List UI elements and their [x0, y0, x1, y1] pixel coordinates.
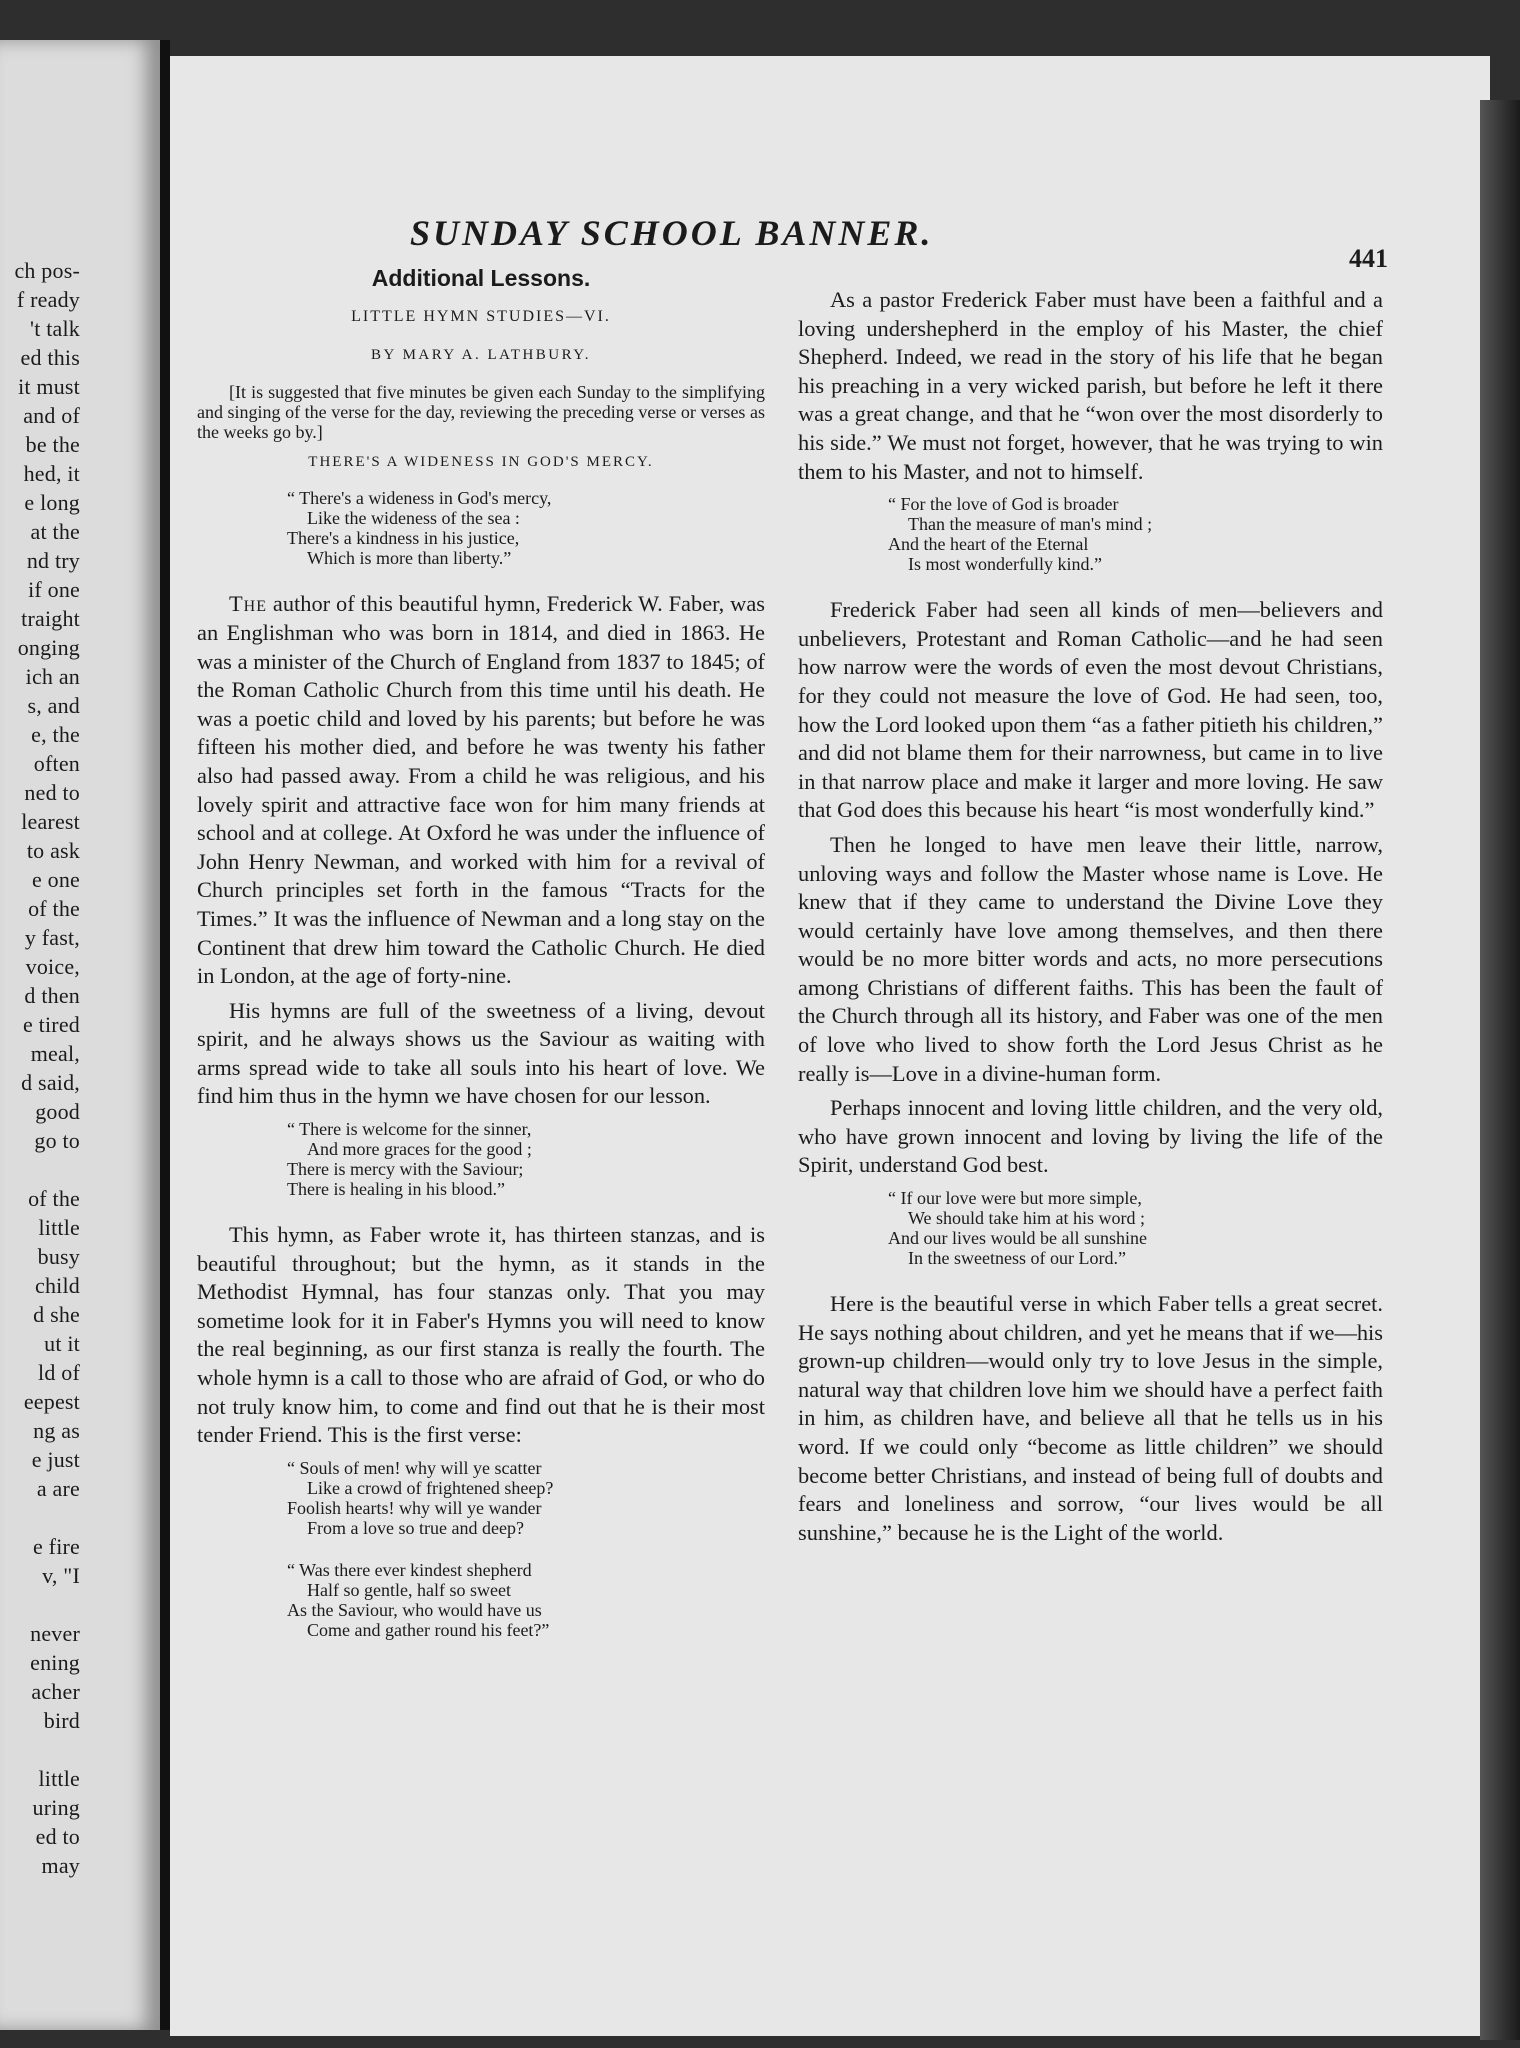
section-heading: Additional Lessons.: [371, 265, 591, 291]
left-page-fragment-line: ening: [30, 1650, 80, 1675]
editorial-note: [It is suggested that five minutes be given each Sunday to the simplifying and singing of the verse for the day, reviewing the preceding verse or verses as the weeks go by.]: [197, 381, 765, 442]
paragraph: His hymns are full of the sweetness of a living, devout spirit, and he always shows us the Saviour as waiting with arms spread wide to take all souls into his heart of love. We find him thus in the hymn we have chosen for our lesson.: [197, 997, 765, 1109]
left-page-fragment-line: and of: [23, 403, 80, 428]
verse-line: “ There is welcome for the sinner,: [287, 1119, 532, 1140]
left-page-fragment-line: little: [38, 1215, 80, 1240]
paragraph: Then he longed to have men leave their little, narrow, unloving ways and follow the Master whose name is Love. He knew that if they came to understand the Divine Love they would certainly have love among themselves, and then there would be no more bitter words and acts, no more persecutions among Christians of different faiths. This has been the fault of the Church through all its history, and Faber was one of the men of love who lived to show forth the Lord Jesus Christ as he really is—Love in a divine-human form.: [798, 831, 1383, 1086]
left-page-fragment-line: ut it: [44, 1331, 80, 1356]
left-page-fragment-line: e just: [31, 1447, 80, 1472]
left-page-fragment-line: a are: [36, 1476, 80, 1501]
left-column: [197, 264, 765, 1662]
left-page-fragment-line: to ask: [26, 838, 80, 863]
left-page-fragment-line: [0, 1155, 80, 1184]
left-page-fragment-line: e tired: [23, 1012, 80, 1037]
left-page-fragment-line: bird: [43, 1708, 80, 1733]
verse-line: Which is more than liberty.”: [307, 548, 512, 569]
verse-block: [287, 1119, 765, 1199]
book-gutter: [160, 40, 170, 2030]
left-page-fragment-line: e fire: [33, 1534, 80, 1559]
left-page-fragment-line: 't talk: [30, 316, 80, 341]
verse-line: As the Saviour, who would have us: [287, 1599, 542, 1620]
left-page-fragment-line: busy: [37, 1244, 80, 1269]
left-page-fragment-line: traight: [21, 606, 80, 631]
left-page-fragment-line: uring: [32, 1795, 80, 1820]
verse-line: Come and gather round his feet?”: [307, 1619, 550, 1640]
verse-line: There is mercy with the Saviour;: [287, 1159, 524, 1180]
left-page-fragment-line: ld of: [38, 1360, 80, 1385]
verse-line: “ There's a wideness in God's mercy,: [287, 488, 552, 509]
verse-line: “ Souls of men! why will ye scatter: [287, 1457, 542, 1478]
left-page-fragment-line: often: [33, 751, 80, 776]
left-page-fragment-line: child: [35, 1273, 80, 1298]
verse-line: “ If our love were but more simple,: [888, 1188, 1142, 1209]
verse-block: [287, 488, 765, 568]
left-page-fragment-line: it must: [18, 374, 80, 399]
verse-line: Foolish hearts! why will ye wander: [287, 1497, 542, 1518]
left-page-fragment-line: f ready: [16, 287, 80, 312]
left-page-fragment-line: go to: [34, 1128, 80, 1153]
left-page-fragment-line: ned to: [24, 780, 80, 805]
left-page-fragment-line: hed, it: [23, 461, 80, 486]
verse-line: “ For the love of God is broader: [888, 494, 1119, 515]
left-page-fragment-line: [0, 1735, 80, 1764]
left-page-fragment-line: [0, 1590, 80, 1619]
left-page-fragment-line: acher: [31, 1679, 80, 1704]
left-page-fragment-line: may: [41, 1853, 80, 1878]
left-page-fragment-line: d said,: [21, 1070, 80, 1095]
verse-line: In the sweetness of our Lord.”: [908, 1248, 1126, 1269]
paragraph-first-word: The: [229, 591, 268, 617]
left-page-fragment-line: nd try: [26, 548, 80, 573]
page-edge: [1480, 100, 1520, 2040]
verse-line: There is healing in his blood.”: [287, 1179, 505, 1200]
article-subheading: LITTLE HYMN STUDIES—VI.: [351, 307, 611, 325]
left-page-fragment-line: d she: [33, 1302, 80, 1327]
verse-line: Is most wonderfully kind.”: [908, 554, 1102, 575]
left-page-fragment-line: onging: [17, 635, 80, 660]
left-page: [0, 40, 160, 2030]
left-page-fragment-line: if one: [28, 577, 80, 602]
left-page-fragment-line: e, the: [31, 722, 80, 747]
verse-line: There's a kindness in his justice,: [287, 528, 520, 549]
paragraph-text: author of this beautiful hymn, Frederick W. Faber, was an Englishman who was born in 1814, and died in 1863. He was a minister of the Church of England from 1837 to 1845; of the Roman Catholic Church from this time until his death. He was a poetic child and loved by his parents; but before he was fifteen his mother died, and before he was twenty his father also had passed away. From a child he was religious, and his lovely spirit and attractive face won for him many friends at school and at college. At Oxford he was under the influence of John Henry Newman, and worked with him for a revival of Church principles set forth in the famous “Tracts for the Times.” It was the influence of Newman and a long stay on the Continent that drew him toward the Catholic Church. He died in London, at the age of forty-nine.: [197, 591, 765, 989]
left-page-fragment-line: eepest: [23, 1389, 80, 1414]
paragraph: This hymn, as Faber wrote it, has thirteen stanzas, and is beautiful throughout; but the hymn, as it stands in the Methodist Hymnal, has four stanzas only. That you may sometime look for it in Faber's Hymns you will need to know the real beginning, as our first stanza is really the fourth. The whole hymn is a call to those who are afraid of God, or who do not truly know him, to come and find out that he is their most tender Friend. This is the first verse:: [197, 1222, 765, 1448]
left-page-fragment-line: be the: [25, 432, 80, 457]
left-page-fragment-line: at the: [30, 519, 80, 544]
verse-line: And our lives would be all sunshine: [888, 1228, 1147, 1249]
left-page-fragment-line: of the: [28, 896, 80, 921]
left-page-fragment-line: y fast,: [24, 925, 80, 950]
right-column: [798, 286, 1383, 1553]
verse-line: Like the wideness of the sea :: [307, 508, 520, 529]
left-page-fragment-line: v, "I: [42, 1563, 80, 1588]
verse-line: We should take him at his word ;: [908, 1208, 1146, 1229]
paragraph: Here is the beautiful verse in which Faber tells a great secret. He says nothing about children, and yet he means that if we—his grown-up children—would only try to love Jesus in the simple, natural way that children love him we should have a perfect faith in him, as children have, and believe all that he tells us in his word. If we could only “become as little children” we should become better Christians, and instead of being full of doubts and fears and loneliness and sorrow, “our lives would be all sunshine,” because he is the Light of the world.: [798, 1291, 1383, 1545]
verse-block: [888, 1188, 1383, 1268]
verse-line: And the heart of the Eternal: [888, 534, 1089, 555]
left-page-fragment-line: e long: [24, 490, 80, 515]
running-head: SUNDAY SCHOOL BANNER.: [410, 213, 934, 253]
left-page-fragment-line: ng as: [33, 1418, 80, 1443]
left-page-fragment-line: learest: [21, 809, 80, 834]
left-page-fragment-line: ich an: [25, 664, 80, 689]
left-page-fragment-line: meal,: [30, 1041, 80, 1066]
byline: BY MARY A. LATHBURY.: [371, 347, 591, 364]
left-page-fragment-line: little: [38, 1766, 80, 1791]
hymn-title: THERE'S A WIDENESS IN GOD'S MERCY.: [308, 453, 654, 470]
verse-block: [287, 1560, 765, 1640]
verse-line: And more graces for the good ;: [307, 1139, 532, 1160]
verse-line: Half so gentle, half so sweet: [307, 1579, 511, 1600]
left-page-text: [0, 256, 80, 1880]
paragraph: Frederick Faber had seen all kinds of men—believers and unbelievers, Protestant and Roman Catholic—and he had seen how narrow were the words of even the most devout Christians, for they could not measure the love of God. He had seen, too, how the Lord looked upon them “as a father pitieth his children,” and did not blame them for their narrowness, but came in to live in that narrow place and make it larger and more loving. He saw that God does this because his heart “is most wonderfully kind.”: [798, 597, 1383, 823]
left-page-fragment-line: ch pos-: [14, 258, 80, 283]
left-page-fragment-line: s, and: [27, 693, 80, 718]
verse-line: Than the measure of man's mind ;: [908, 514, 1153, 535]
verse-block: [287, 1458, 765, 1538]
left-page-fragment-line: good: [35, 1099, 80, 1124]
paragraph: As a pastor Frederick Faber must have been a faithful and a loving undershepherd in the employ of his Master, the chief Shepherd. Indeed, we read in the story of his life that he began his preaching in a very wicked parish, but before he left it there was a great change, and that he “won over the most disorderly to his side.” We must not forget, however, that he was trying to win them to his Master, and not to himself.: [798, 287, 1383, 484]
page-number: 441: [1349, 244, 1388, 273]
verse-line: Like a crowd of frightened sheep?: [307, 1477, 554, 1498]
left-page-fragment-line: d then: [24, 983, 80, 1008]
left-page-fragment-line: ed this: [20, 345, 80, 370]
paragraph: [197, 590, 765, 990]
paragraph: Perhaps innocent and loving little children, and the very old, who have grown innocent and loving by living the life of the Spirit, understand God best.: [798, 1095, 1383, 1178]
verse-line: From a love so true and deep?: [307, 1517, 524, 1538]
left-page-fragment-line: ed to: [35, 1824, 80, 1849]
left-page-fragment-line: e one: [31, 867, 80, 892]
left-page-fragment-line: of the: [28, 1186, 80, 1211]
verse-line: “ Was there ever kindest shepherd: [287, 1559, 532, 1580]
left-page-fragment-line: never: [30, 1621, 80, 1646]
verse-block: [888, 494, 1383, 574]
left-page-fragment-line: [0, 1503, 80, 1532]
left-page-fragment-line: voice,: [25, 954, 80, 979]
